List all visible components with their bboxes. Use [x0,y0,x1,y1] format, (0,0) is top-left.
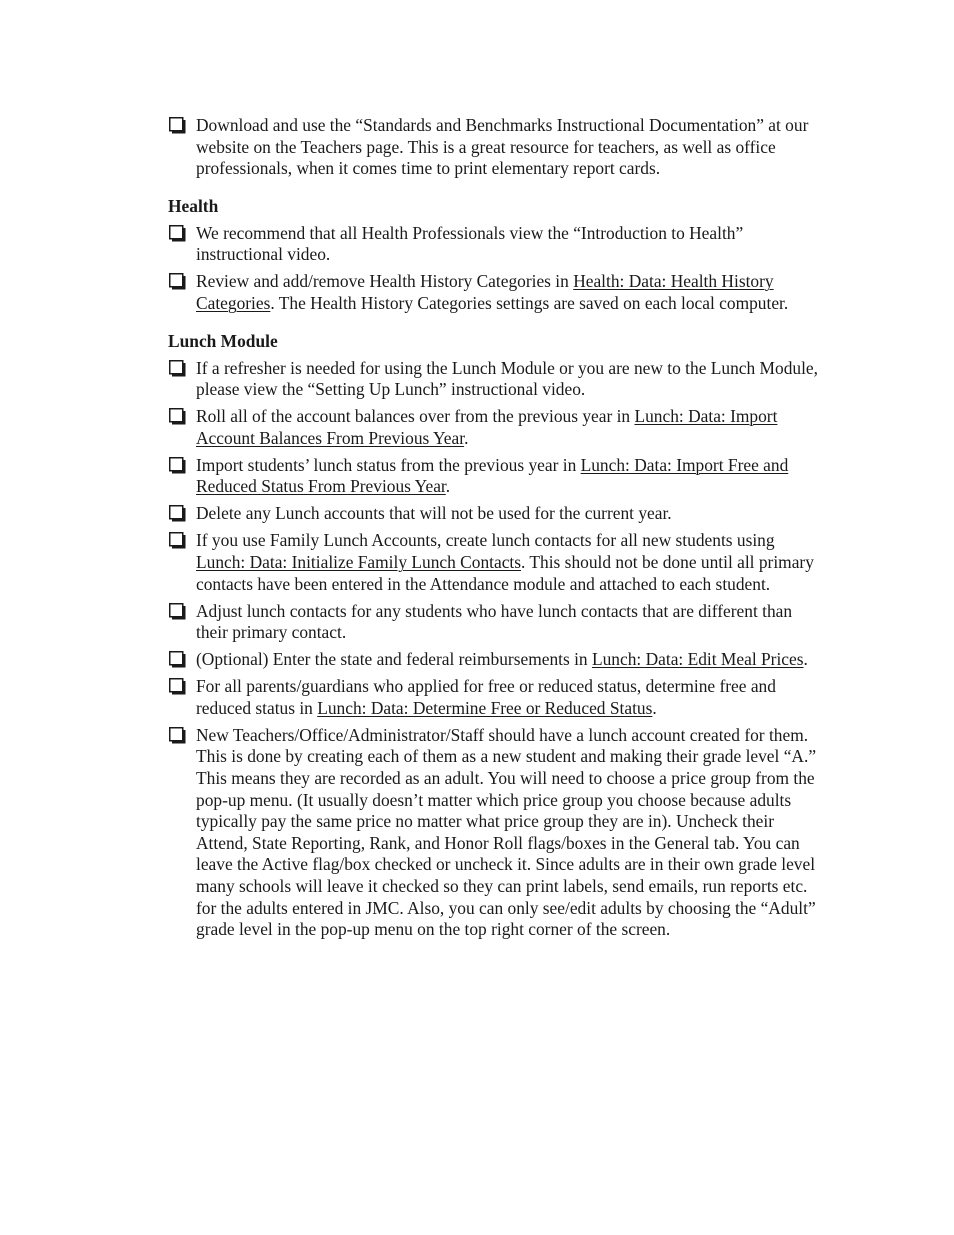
checklist-item-text [196,455,788,497]
checklist-item-text [196,649,808,669]
checklist-item [168,676,818,719]
menu-path-link[interactable]: Lunch: Data: Import Account Balances From Previous Year [196,406,778,448]
text-segment: Review and add/remove Health History Categories in [196,271,574,292]
text-segment: (Optional) Enter the state and federal reimbursements in [196,649,592,670]
text-segment: For all parents/guardians who applied for free or reduced status, determine free and reduced status in [196,676,776,718]
checkbox-icon [169,505,186,522]
text-segment: . [464,427,469,448]
section-heading: Lunch Module [168,330,278,351]
checklist-item-text [196,271,788,313]
checklist-item [168,601,818,644]
text-segment: . This should not be done until all primary contacts have been entered in the Attendance module and attached to each student. [196,552,814,594]
checklist-item [168,503,818,525]
checkbox-icon [169,457,186,474]
checkbox-icon [169,408,186,425]
text-segment: . [803,649,808,670]
text-segment: Roll all of the account balances over from the previous year in [196,406,635,427]
checklist-item-text [196,676,776,718]
checkbox-icon [169,532,186,549]
text-segment: Delete any Lunch accounts that will not be used for the current year. [196,503,672,524]
checkbox-icon [169,651,186,668]
text-segment: Import students’ lunch status from the previous year in [196,454,581,475]
menu-path-link[interactable]: Health: Data: Health History Categories [196,271,774,314]
checklist-item [168,115,818,180]
checklist-item-text [196,725,816,939]
checklist-item-text [196,530,814,593]
checklist-item [168,406,818,449]
text-segment: . [445,476,451,497]
checkbox-icon [169,117,186,134]
checklist-item-text [196,406,777,448]
checklist-item-text [196,503,672,523]
document-page [168,115,818,946]
text-segment: Download and use the “Standards and Benchmarks Instructional Documentation” at our website on the Teachers page. This is a great resource for teachers, as well as office professionals, when it comes time to print elementary report cards. [196,115,809,179]
menu-path-link[interactable]: Lunch: Data: Import Free and Reduced Status From Previous Year [196,454,789,497]
checkbox-icon [169,678,186,695]
checklist-item-text [196,223,743,265]
section-heading: Health [168,195,219,216]
text-segment: We recommend that all Health Professionals view the “Introduction to Health” instructional video. [196,222,744,265]
text-segment: Adjust lunch contacts for any students who have lunch contacts that are different than their primary contact. [196,600,793,643]
text-segment: If you use Family Lunch Accounts, create lunch contacts for all new students using [196,530,775,551]
checkbox-icon [169,727,186,744]
menu-path-link[interactable]: Lunch: Data: Initialize Family Lunch Contacts [196,552,522,573]
menu-path-link[interactable]: Lunch: Data: Edit Meal Prices [591,649,804,670]
text-segment: . The Health History Categories settings are saved on each local computer. [270,293,789,314]
checklist-item-text [196,115,808,178]
checklist-item [168,455,818,498]
checkbox-icon [169,360,186,377]
checklist-item [168,530,818,595]
checklist-item-text [196,358,818,400]
checklist-item [168,649,818,671]
checklist-item-text [196,601,792,643]
text-segment: If a refresher is needed for using the Lunch Module or you are new to the Lunch Module, please view the “Setting Up Lunch” instructional video. [196,357,818,400]
checkbox-icon [169,273,186,290]
checklist-item [168,358,818,401]
checklist-item [168,725,818,941]
checklist-item [168,223,818,266]
menu-path-link[interactable]: Lunch: Data: Determine Free or Reduced Status [317,697,653,718]
checklist-item [168,271,818,314]
checkbox-icon [169,225,186,242]
checkbox-icon [169,603,186,620]
text-segment: . [652,697,657,718]
text-segment: New Teachers/Office/Administrator/Staff should have a lunch account created for them. This is done by creating each of them as a new student and making their grade level “A.” This means they are recorded as an adult. You will need to choose a price group from the pop-up menu. (It usually doesn’t matter which price group you choose because adults typically pay the same price no matter what price group they are in). Uncheck their Attend, State Reporting, Rank, and Honor Roll flags/boxes in the General tab. You can leave the Active flag/box checked or uncheck it. Since adults are in their own grade level many schools will leave it checked so they can print labels, send emails, run reports etc. for the adults entered in JMC. Also, you can only see/edit adults by choosing the “Adult” grade level in the pop-up menu on the top right corner of the screen. [196,724,817,940]
